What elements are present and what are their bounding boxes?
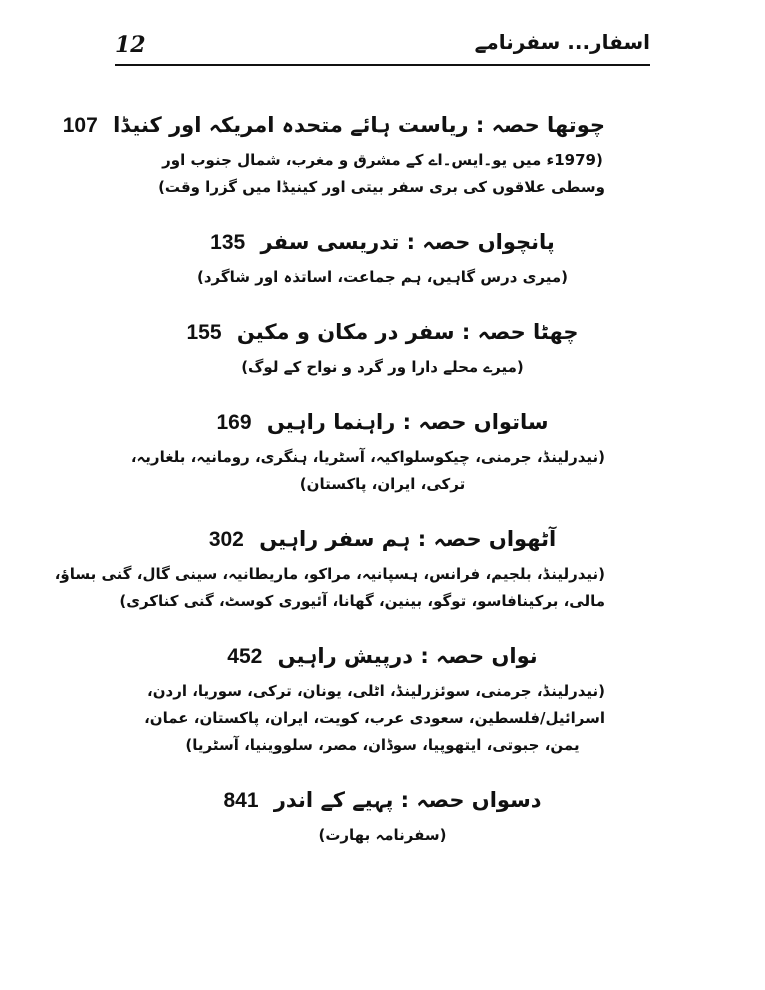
section-9 [144, 639, 605, 759]
description-line: (میری درس گاہیں، ہم جماعت، اساتذہ اور شاگرد) [197, 268, 568, 286]
section-description [130, 444, 605, 498]
description-line: (سفرنامہ بھارت) [318, 826, 447, 844]
section-heading: ساتواں حصہ : راہنما راہیں [266, 410, 549, 434]
contents-list [54, 108, 605, 873]
section-page-number: 302 [208, 528, 244, 551]
section-description [160, 264, 605, 291]
description-line: (نیدرلینڈ، جرمنی، چیکوسلواکیہ، آسٹریا، ہنگری، رومانیہ، بلغاریہ، [130, 448, 605, 466]
section-description [160, 147, 605, 201]
description-line: (میرے محلے دارا ور گرد و نواح کے لوگ) [241, 358, 524, 376]
section-4 [62, 108, 605, 201]
section-description [144, 678, 605, 759]
description-line: اسرائیل/فلسطین، سعودی عرب، کویت، ایران، پاکستان، عمان، [144, 709, 605, 727]
section-title [160, 522, 605, 557]
section-page-number: 107 [62, 114, 98, 137]
section-heading: نواں حصہ : درپیش راہیں [277, 644, 538, 668]
section-page-number: 135 [210, 231, 246, 254]
section-description [160, 354, 605, 381]
section-heading: چوتھا حصہ : ریاست ہائے متحدہ امریکہ اور کنیڈا [113, 113, 605, 137]
section-heading: چھٹا حصہ : سفر در مکان و مکین [236, 320, 579, 344]
section-title [160, 225, 605, 260]
description-line: وسطی علاقوں کی بری سفر بیتی اور کینیڈا میں گزرا وقت) [158, 178, 605, 196]
section-heading: آٹھواں حصہ : ہم سفر راہیں [259, 527, 557, 551]
section-page-number: 452 [227, 645, 263, 668]
section-title [160, 315, 605, 350]
section-page-number: 169 [216, 411, 252, 434]
section-6 [160, 315, 605, 381]
description-line: (نیدرلینڈ، بلجیم، فرانس، ہسپانیہ، مراکو، ماریطانیہ، سینی گال، گنی بساؤ، [54, 565, 605, 583]
running-title: اسفار... سفرنامے [474, 30, 650, 54]
section-description [160, 822, 605, 849]
header-rule [115, 64, 650, 66]
description-line: ترکی، ایران، پاکستان) [299, 475, 466, 493]
section-page-number: 841 [223, 789, 259, 812]
section-10 [160, 783, 605, 849]
description-line: (نیدرلینڈ، جرمنی، سوئزرلینڈ، اٹلی، یونان، ترکی، سوریا، اردن، [147, 682, 605, 700]
section-title [160, 405, 605, 440]
page-number: 12 [115, 32, 146, 58]
description-line: (1979ء میں یو۔ایس۔اے کے مشرق و مغرب، شمال جنوب اور [162, 151, 603, 169]
section-7 [130, 405, 605, 498]
section-heading: دسواں حصہ : پہیے کے اندر [273, 788, 542, 812]
section-title [62, 108, 605, 143]
description-line: یمن، جبوتی، ایتھوپیا، سوڈان، مصر، سلووینیا، آسٹریا) [185, 736, 580, 754]
section-description [54, 561, 605, 615]
section-heading: پانچواں حصہ : تدریسی سفر [260, 230, 555, 254]
section-title [160, 639, 605, 674]
section-5 [160, 225, 605, 291]
section-8 [54, 522, 605, 615]
description-line: مالی، برکینافاسو، توگو، بینین، گھانا، آئیوری کوسٹ، گنی کناکری) [119, 592, 605, 610]
section-title [160, 783, 605, 818]
section-page-number: 155 [186, 321, 222, 344]
